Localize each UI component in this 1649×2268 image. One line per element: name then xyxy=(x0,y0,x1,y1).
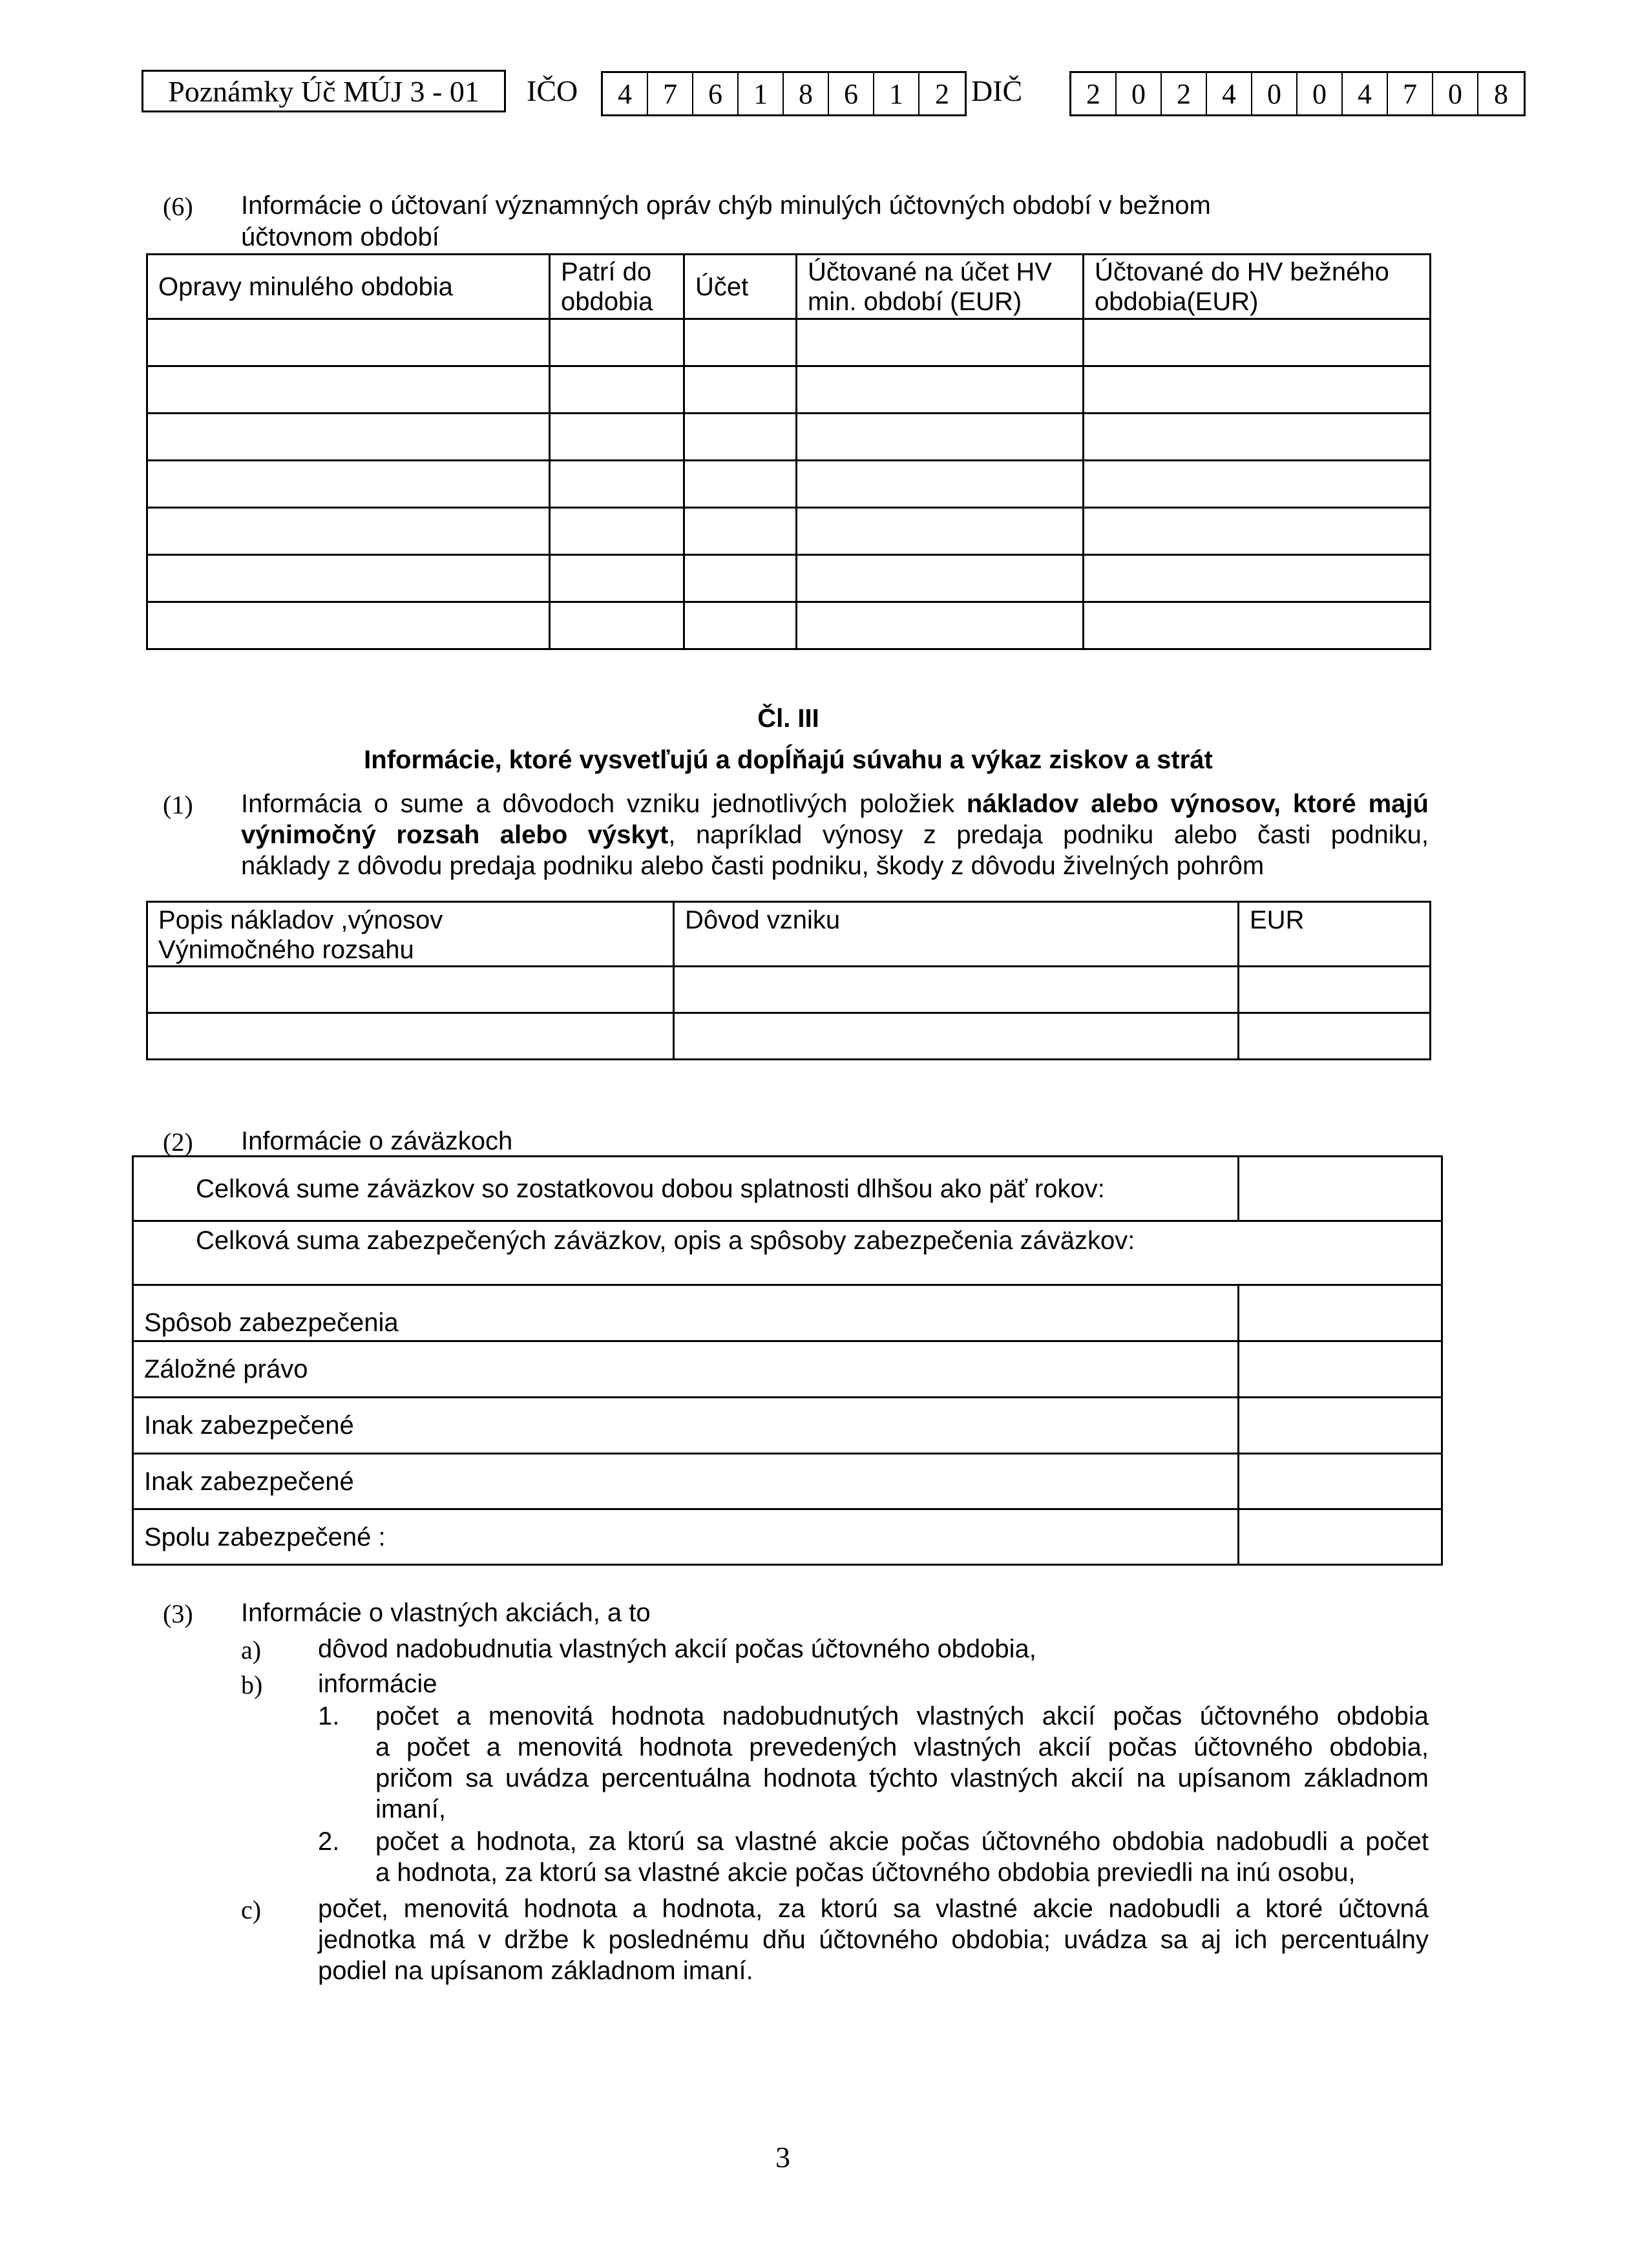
form-title-box xyxy=(142,70,506,112)
table-cell[interactable] xyxy=(550,414,684,461)
table-cell[interactable] xyxy=(147,508,550,555)
table-cell[interactable] xyxy=(147,461,550,508)
table-row xyxy=(147,319,1431,366)
row-label: Spôsob zabezpečenia xyxy=(133,1285,1239,1341)
table-row xyxy=(147,508,1431,555)
item-a-text: dôvod nadobudnutia vlastných akcií počas účtovného obdobia, xyxy=(318,1635,1036,1663)
item-b2-line: počet a hodnota, za ktorú sa vlastné akcie počas účtovného obdobia nadobudli a počet xyxy=(375,1827,1429,1856)
table-cell[interactable] xyxy=(797,366,1084,414)
table-row xyxy=(133,1157,1442,1221)
dic-digit: 4 xyxy=(1343,73,1388,114)
item-c-line: podiel na upísanom základnom imaní. xyxy=(318,1957,753,1985)
corrections-table xyxy=(146,253,1431,650)
form-title: Poznámky Úč MÚJ 3 - 01 xyxy=(168,74,479,108)
table-cell[interactable] xyxy=(1084,319,1431,366)
table-row xyxy=(147,1013,1431,1060)
section1-line3: náklady z dôvodu predaja podniku alebo časti podniku, škody z dôvodu živelných pohrôm xyxy=(241,852,1265,880)
article-heading: Čl. III xyxy=(757,704,819,733)
exceptional-items-table xyxy=(146,901,1431,1060)
section2-number: (2) xyxy=(163,1128,193,1157)
table-cell[interactable] xyxy=(674,1013,1239,1060)
article-subheading: Informácie, ktoré vysvetľujú a dopĺňajú súvahu a výkaz ziskov a strát xyxy=(364,746,1213,774)
ico-field xyxy=(601,71,967,116)
column-header: Účtované do HV bežného obdobia(EUR) xyxy=(1084,255,1431,319)
row-label: Záložné právo xyxy=(133,1341,1239,1398)
section1-line2 xyxy=(241,819,1429,850)
dic-digit: 7 xyxy=(1388,73,1433,114)
row-label: Celková sume záväzkov so zostatkovou dobou splatnosti dlhšou ako päť rokov: xyxy=(133,1157,1239,1221)
dic-digit: 2 xyxy=(1162,73,1207,114)
ico-digit: 6 xyxy=(829,73,874,114)
table-row xyxy=(147,602,1431,649)
liabilities-table xyxy=(132,1155,1443,1566)
section2-title: Informácie o záväzkoch xyxy=(241,1127,513,1155)
table-cell[interactable] xyxy=(147,602,550,649)
table-cell[interactable] xyxy=(147,366,550,414)
row-value[interactable] xyxy=(1239,1454,1442,1509)
section6-number: (6) xyxy=(163,192,193,221)
row-label: Inak zabezpečené xyxy=(133,1454,1239,1509)
ico-digit: 7 xyxy=(648,73,693,114)
dic-digit: 0 xyxy=(1252,73,1297,114)
column-header xyxy=(147,902,674,967)
table-row xyxy=(133,1509,1442,1565)
table-cell[interactable] xyxy=(147,414,550,461)
table-row xyxy=(147,366,1431,414)
dic-digit: 4 xyxy=(1207,73,1252,114)
table-row xyxy=(147,461,1431,508)
column-header: EUR xyxy=(1239,902,1431,967)
item-b1-line: pričom sa uvádza percentuálna hodnota týchto vlastných akcií na upísanom základnom xyxy=(375,1764,1429,1792)
dic-label: DIČ xyxy=(971,74,1023,107)
table-cell[interactable] xyxy=(550,602,684,649)
column-header-line: Popis nákladov ,výnosov xyxy=(158,906,443,934)
row-value[interactable] xyxy=(1239,1398,1442,1454)
table-cell[interactable] xyxy=(797,319,1084,366)
section3-number: (3) xyxy=(163,1599,193,1628)
table-cell[interactable] xyxy=(797,461,1084,508)
section6-title-line2: účtovnom období xyxy=(241,223,439,251)
table-cell[interactable] xyxy=(147,555,550,602)
table-cell[interactable] xyxy=(684,366,797,414)
table-cell[interactable] xyxy=(147,967,674,1013)
table-cell[interactable] xyxy=(147,1013,674,1060)
item-b1-line: imaní, xyxy=(375,1795,446,1823)
row-value[interactable] xyxy=(1239,1157,1442,1221)
section1-number: (1) xyxy=(163,790,193,819)
column-header: Účet xyxy=(684,255,797,319)
table-cell[interactable] xyxy=(797,414,1084,461)
ico-digit: 1 xyxy=(739,73,784,114)
dic-digit: 0 xyxy=(1117,73,1162,114)
table-cell[interactable] xyxy=(550,366,684,414)
section1-line1-bold: nákladov alebo výnosov, ktoré majú xyxy=(966,790,1429,818)
table-row xyxy=(133,1398,1442,1454)
table-cell[interactable] xyxy=(1239,1013,1431,1060)
table-cell[interactable] xyxy=(147,319,550,366)
column-header-line: Výnimočného rozsahu xyxy=(158,936,414,964)
row-value[interactable] xyxy=(1239,1285,1442,1341)
section1-line2-bold: výnimočný rozsah alebo výskyt xyxy=(241,821,669,849)
table-cell[interactable] xyxy=(1084,461,1431,508)
ico-label: IČO xyxy=(527,74,578,107)
table-cell[interactable] xyxy=(1084,555,1431,602)
dic-digit: 0 xyxy=(1433,73,1478,114)
table-cell[interactable] xyxy=(550,461,684,508)
table-cell[interactable] xyxy=(1084,602,1431,649)
table-cell[interactable] xyxy=(684,319,797,366)
ico-digit: 6 xyxy=(693,73,739,114)
table-cell[interactable] xyxy=(684,602,797,649)
column-header: Dôvod vzniku xyxy=(674,902,1239,967)
item-c-line: jednotka má v držbe k poslednému dňu účtovného obdobia; uvádza sa aj ich percentuálny xyxy=(318,1926,1429,1954)
table-cell[interactable] xyxy=(550,319,684,366)
table-row xyxy=(133,1454,1442,1509)
ico-digit: 1 xyxy=(874,73,919,114)
table-row xyxy=(133,1221,1442,1285)
dic-digit: 8 xyxy=(1494,78,1508,110)
table-row xyxy=(147,414,1431,461)
row-value[interactable] xyxy=(1239,1341,1442,1398)
table-cell[interactable] xyxy=(797,602,1084,649)
ico-digit: 8 xyxy=(784,73,829,114)
column-header: Patrí do obdobia xyxy=(550,255,684,319)
table-row xyxy=(133,1341,1442,1398)
table-header-row xyxy=(147,255,1431,319)
dic-digit: 2 xyxy=(1071,73,1117,114)
item-b-text: informácie xyxy=(318,1670,437,1698)
section1-line1-plain: Informácia o sume a dôvodoch vzniku jednotlivých položiek xyxy=(241,790,967,818)
section6-title-line1: Informácie o účtovaní významných opráv chýb minulých účtovných období v bežnom xyxy=(241,191,1211,220)
table-header-row xyxy=(147,902,1431,967)
table-row xyxy=(133,1285,1442,1341)
ico-digit: 2 xyxy=(935,78,949,110)
table-cell[interactable] xyxy=(1239,967,1431,1013)
section3-title: Informácie o vlastných akciách, a to xyxy=(241,1599,651,1627)
table-row xyxy=(147,967,1431,1013)
table-cell[interactable] xyxy=(674,967,1239,1013)
table-cell[interactable] xyxy=(684,555,797,602)
table-cell[interactable] xyxy=(1084,366,1431,414)
table-cell[interactable] xyxy=(550,555,684,602)
table-cell[interactable] xyxy=(1084,414,1431,461)
item-a-marker: a) xyxy=(241,1635,262,1664)
table-row xyxy=(147,555,1431,602)
column-header: Opravy minulého obdobia xyxy=(147,255,550,319)
item-b1-marker: 1. xyxy=(318,1702,340,1730)
table-cell[interactable] xyxy=(684,508,797,555)
row-label: Celková suma zabezpečených záväzkov, opis a spôsoby zabezpečenia záväzkov: xyxy=(133,1221,1442,1285)
dic-field xyxy=(1069,71,1526,116)
table-cell[interactable] xyxy=(797,555,1084,602)
item-b1-line: a počet a menovitá hodnota prevedených vlastných akcií počas účtovného obdobia, xyxy=(375,1733,1429,1761)
item-b2-line: a hodnota, za ktorú sa vlastné akcie počas účtovného obdobia previedli na inú osobu, xyxy=(375,1858,1356,1887)
table-cell[interactable] xyxy=(550,508,684,555)
item-c-marker: c) xyxy=(241,1895,262,1924)
ico-digit: 4 xyxy=(603,73,648,114)
column-header: Účtované na účet HV min. období (EUR) xyxy=(797,255,1084,319)
table-cell[interactable] xyxy=(684,414,797,461)
table-cell[interactable] xyxy=(1084,508,1431,555)
item-b2-marker: 2. xyxy=(318,1827,340,1856)
row-label: Spolu zabezpečené : xyxy=(133,1509,1239,1565)
item-c-line: počet, menovitá hodnota a hodnota, za ktorú sa vlastné akcie nadobudli a ktoré účtovná xyxy=(318,1895,1429,1923)
table-cell[interactable] xyxy=(797,508,1084,555)
dic-digit: 0 xyxy=(1297,73,1343,114)
section1-line2-plain: , napríklad výnosy z predaja podniku alebo časti podniku, xyxy=(668,821,1429,849)
row-label: Inak zabezpečené xyxy=(133,1398,1239,1454)
section1-line1 xyxy=(241,788,1429,819)
row-value[interactable] xyxy=(1239,1509,1442,1565)
item-b-marker: b) xyxy=(241,1670,263,1699)
table-cell[interactable] xyxy=(684,461,797,508)
page-number: 3 xyxy=(775,2141,790,2174)
item-b1-line: počet a menovitá hodnota nadobudnutých vlastných akcií počas účtovného obdobia xyxy=(375,1702,1429,1730)
